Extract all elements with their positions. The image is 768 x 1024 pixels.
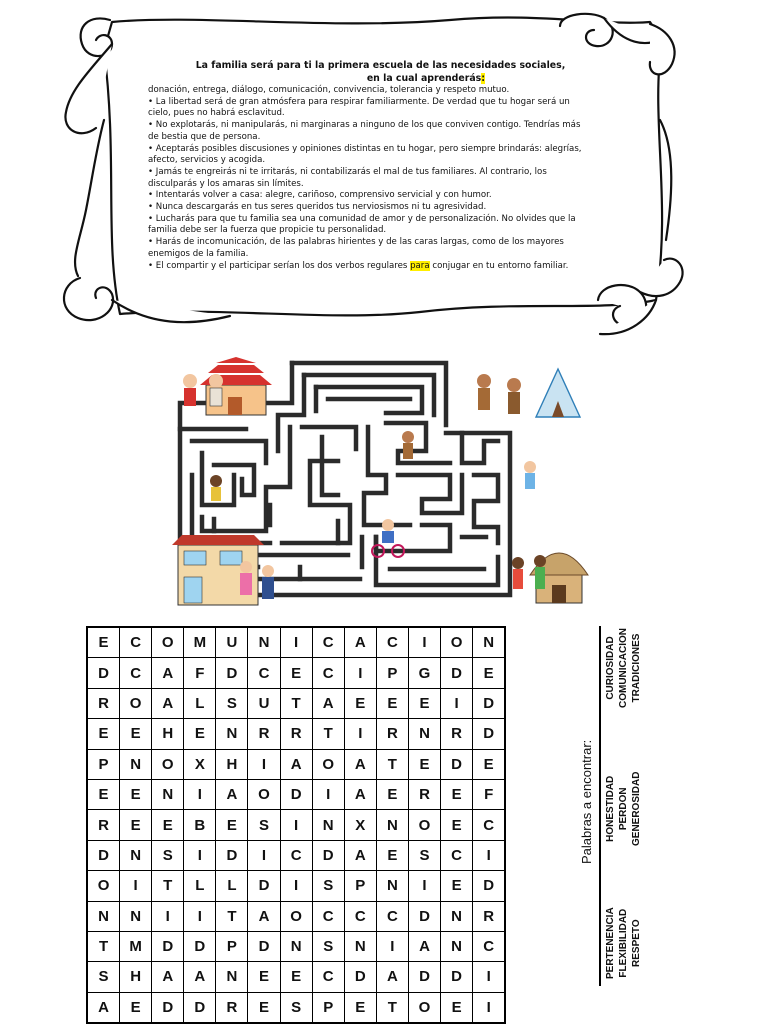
scroll-paragraph: • Lucharás para que tu familia sea una comunidad de amor y de personalización. No olvides que la familia debe ser la fuerza que propicie tu personalidad.	[148, 213, 576, 236]
grid-cell[interactable]: H	[216, 749, 248, 779]
grid-row	[87, 992, 505, 1023]
grid-cell[interactable]: C	[248, 658, 280, 688]
kid-figure	[210, 475, 222, 501]
grid-row	[87, 719, 505, 749]
grid-cell[interactable]: L	[184, 688, 216, 718]
grid-cell[interactable]: E	[441, 992, 473, 1023]
grid-cell[interactable]: S	[216, 688, 248, 718]
grid-cell[interactable]: C	[376, 627, 408, 658]
grid-cell[interactable]: E	[280, 962, 312, 992]
grid-cell[interactable]: D	[216, 840, 248, 870]
grid-cell[interactable]: P	[344, 871, 376, 901]
grid-cell[interactable]: E	[344, 992, 376, 1023]
kid-figure	[524, 461, 536, 489]
grid-cell[interactable]: N	[280, 931, 312, 961]
kid-figure	[507, 378, 521, 414]
grid-cell[interactable]: D	[248, 871, 280, 901]
grid-cell[interactable]: M	[184, 627, 216, 658]
grid-cell[interactable]: D	[473, 688, 506, 718]
grid-cell[interactable]: A	[344, 840, 376, 870]
grid-cell[interactable]: S	[312, 871, 344, 901]
scroll-paragraph: • Aceptarás posibles discusiones y opiniones distintas en tu hogar, pero siempre brindarás: alegrías, afecto, servicios y acogida.	[148, 143, 582, 166]
grid-cell[interactable]: C	[120, 658, 152, 688]
grid-cell[interactable]: R	[280, 719, 312, 749]
grid-cell[interactable]: O	[152, 627, 184, 658]
grid-cell[interactable]: I	[248, 840, 280, 870]
grid-cell[interactable]: I	[473, 992, 506, 1023]
scroll-title-line1: La familia será para ti la primera escuela de las necesidades sociales,	[195, 60, 566, 71]
grid-cell[interactable]: C	[280, 840, 312, 870]
grid-cell[interactable]: E	[248, 992, 280, 1023]
grid-cell[interactable]: D	[408, 901, 440, 931]
grid-cell[interactable]: E	[408, 749, 440, 779]
family-figure	[240, 561, 252, 595]
grid-cell[interactable]: O	[87, 871, 120, 901]
scroll-paragraph-last: • El compartir y el participar serían los dos verbos regulares para conjugar en tu entorno familiar.	[148, 260, 569, 271]
grid-row	[87, 658, 505, 688]
grid-cell[interactable]: R	[376, 719, 408, 749]
grid-cell[interactable]: C	[312, 901, 344, 931]
highlighted-colon: :	[481, 72, 485, 84]
word-list-column	[604, 907, 643, 979]
grid-cell[interactable]: I	[280, 810, 312, 840]
grid-cell[interactable]: I	[120, 871, 152, 901]
grid-cell[interactable]: E	[473, 749, 506, 779]
grid-cell[interactable]: D	[184, 931, 216, 961]
grid-cell[interactable]: S	[280, 992, 312, 1023]
grid-cell[interactable]: D	[441, 962, 473, 992]
grid-cell[interactable]: C	[312, 658, 344, 688]
grid-cell[interactable]: L	[216, 871, 248, 901]
grid-cell[interactable]: T	[280, 688, 312, 718]
grid-cell[interactable]: N	[441, 931, 473, 961]
grid-cell[interactable]: C	[473, 931, 506, 961]
grid-cell[interactable]: D	[87, 840, 120, 870]
grid-cell[interactable]: E	[376, 840, 408, 870]
grid-row	[87, 749, 505, 779]
grid-cell[interactable]: T	[216, 901, 248, 931]
grid-cell[interactable]: F	[473, 779, 506, 809]
grid-cell[interactable]: G	[408, 658, 440, 688]
grid-cell[interactable]: T	[87, 931, 120, 961]
grid-cell[interactable]: D	[441, 749, 473, 779]
word-list-heading: Palabras a encontrar:	[579, 739, 594, 864]
grid-cell[interactable]: I	[441, 688, 473, 718]
kid-figure	[477, 374, 491, 410]
grid-cell[interactable]: I	[184, 840, 216, 870]
grid-cell[interactable]: T	[376, 992, 408, 1023]
grid-cell[interactable]: X	[344, 810, 376, 840]
grid-cell[interactable]: S	[408, 840, 440, 870]
grid-cell[interactable]: I	[408, 627, 440, 658]
scroll-paragraph: • Jamás te engreirás ni te irritarás, ni contabilizarás el mal de tus familiares. Al contrario, los disculparás y los amaras sin límites.	[148, 166, 547, 189]
grid-cell[interactable]: A	[312, 688, 344, 718]
scroll-paragraph: • No explotarás, ni manipularás, ni marginaras a ninguno de los que conviven contigo. Tendrías más de bestia que de persona.	[148, 120, 581, 142]
grid-cell[interactable]: E	[280, 658, 312, 688]
grid-cell[interactable]: P	[87, 749, 120, 779]
grid-cell[interactable]: T	[152, 871, 184, 901]
grid-cell[interactable]: I	[473, 962, 506, 992]
grid-cell[interactable]: D	[408, 962, 440, 992]
grid-cell[interactable]: E	[376, 688, 408, 718]
word-search-grid[interactable]	[86, 626, 506, 1024]
grid-cell[interactable]: E	[152, 810, 184, 840]
grid-row	[87, 840, 505, 870]
grid-cell[interactable]: E	[248, 962, 280, 992]
grid-cell[interactable]: A	[280, 749, 312, 779]
grid-cell[interactable]: N	[87, 901, 120, 931]
word-item: FLEXIBILIDAD	[618, 908, 629, 978]
grid-cell[interactable]: A	[344, 627, 376, 658]
grid-cell[interactable]: E	[184, 719, 216, 749]
grid-cell[interactable]: C	[473, 810, 506, 840]
scroll-title-line2: en la cual aprenderás:	[366, 72, 485, 84]
grid-cell[interactable]: A	[376, 962, 408, 992]
word-item: PERTENENCIA	[605, 907, 616, 979]
grid-cell[interactable]: M	[120, 931, 152, 961]
grid-cell[interactable]: P	[216, 931, 248, 961]
grid-cell[interactable]: A	[344, 749, 376, 779]
grid-cell[interactable]: E	[87, 779, 120, 809]
grid-cell[interactable]: E	[120, 810, 152, 840]
grid-cell[interactable]: S	[152, 840, 184, 870]
grid-cell[interactable]: R	[473, 901, 506, 931]
scroll-text	[148, 60, 593, 272]
word-item: HONESTIDAD	[605, 775, 616, 842]
grid-cell[interactable]: I	[280, 871, 312, 901]
grid-row	[87, 871, 505, 901]
grid-cell[interactable]: N	[152, 779, 184, 809]
grid-cell[interactable]: I	[184, 779, 216, 809]
grid-cell[interactable]: E	[441, 871, 473, 901]
grid-row	[87, 901, 505, 931]
grid-cell[interactable]: E	[120, 719, 152, 749]
grid-cell[interactable]: D	[152, 931, 184, 961]
grid-row	[87, 688, 505, 718]
grid-cell[interactable]: R	[408, 779, 440, 809]
grid-cell[interactable]: R	[441, 719, 473, 749]
grid-cell[interactable]: I	[344, 658, 376, 688]
grid-cell[interactable]: N	[248, 627, 280, 658]
grid-cell[interactable]: I	[376, 931, 408, 961]
grid-cell[interactable]: C	[312, 962, 344, 992]
grid-cell[interactable]: I	[248, 749, 280, 779]
grid-cell[interactable]: L	[184, 871, 216, 901]
grid-cell[interactable]: S	[87, 962, 120, 992]
kid-figure	[183, 374, 197, 406]
word-list-divider	[599, 626, 601, 986]
grid-cell[interactable]: R	[87, 688, 120, 718]
grid-cell[interactable]: O	[408, 810, 440, 840]
scroll-paragraph: • Nunca descargarás en tus seres queridos tus nerviosismos ni tu agresividad.	[148, 202, 487, 213]
grid-cell[interactable]: C	[120, 627, 152, 658]
grid-cell[interactable]: E	[408, 688, 440, 718]
grid-cell[interactable]: O	[280, 901, 312, 931]
grid-cell[interactable]: I	[152, 901, 184, 931]
grid-cell[interactable]: C	[312, 627, 344, 658]
grid-cell[interactable]: N	[120, 901, 152, 931]
grid-cell[interactable]: A	[87, 992, 120, 1023]
word-item: TRADICIONES	[631, 633, 642, 703]
grid-cell[interactable]: A	[216, 779, 248, 809]
grid-cell[interactable]: E	[216, 810, 248, 840]
grid-cell[interactable]: A	[408, 931, 440, 961]
grid-cell[interactable]: U	[216, 627, 248, 658]
grid-cell[interactable]: T	[376, 749, 408, 779]
grid-cell[interactable]: N	[376, 810, 408, 840]
grid-cell[interactable]: N	[441, 901, 473, 931]
grid-cell[interactable]: N	[216, 962, 248, 992]
grid-cell[interactable]: R	[87, 810, 120, 840]
grid-cell[interactable]: I	[184, 901, 216, 931]
grid-row	[87, 931, 505, 961]
grid-cell[interactable]: O	[248, 779, 280, 809]
grid-cell[interactable]: E	[473, 658, 506, 688]
grid-cell[interactable]: D	[441, 658, 473, 688]
grid-cell[interactable]: N	[312, 810, 344, 840]
grid-cell[interactable]: E	[87, 627, 120, 658]
grid-cell[interactable]: N	[473, 627, 506, 658]
word-item: CURIOSIDAD	[605, 636, 616, 700]
grid-cell[interactable]: N	[408, 719, 440, 749]
grid-cell[interactable]: O	[120, 688, 152, 718]
grid-cell[interactable]: I	[312, 779, 344, 809]
grid-cell[interactable]: D	[280, 779, 312, 809]
grid-cell[interactable]: A	[248, 901, 280, 931]
grid-cell[interactable]: I	[473, 840, 506, 870]
grid-cell[interactable]: E	[441, 779, 473, 809]
grid-row	[87, 810, 505, 840]
kid-figure	[512, 557, 524, 589]
grid-cell[interactable]: H	[152, 719, 184, 749]
grid-cell[interactable]: S	[312, 931, 344, 961]
grid-cell[interactable]: F	[184, 658, 216, 688]
kid-figure	[209, 374, 223, 406]
word-item: GENEROSIDAD	[631, 771, 642, 846]
grid-row	[87, 962, 505, 992]
grid-cell[interactable]: O	[408, 992, 440, 1023]
highlighted-word: para	[410, 260, 430, 271]
grid-cell[interactable]: D	[152, 992, 184, 1023]
grid-cell[interactable]: N	[120, 749, 152, 779]
word-item: PERDON	[618, 787, 629, 831]
grid-cell[interactable]: O	[312, 749, 344, 779]
grid-cell[interactable]: D	[473, 871, 506, 901]
grid-cell[interactable]: U	[248, 688, 280, 718]
grid-cell[interactable]: E	[120, 992, 152, 1023]
grid-cell[interactable]: H	[120, 962, 152, 992]
grid-cell[interactable]: D	[184, 992, 216, 1023]
grid-cell[interactable]: A	[152, 658, 184, 688]
kid-figure	[534, 555, 546, 589]
grid-cell[interactable]: D	[312, 840, 344, 870]
word-list-column	[604, 772, 643, 846]
grid-cell[interactable]: A	[184, 962, 216, 992]
grid-cell[interactable]: D	[473, 719, 506, 749]
grid-cell[interactable]: A	[152, 688, 184, 718]
grid-cell[interactable]: B	[184, 810, 216, 840]
maze-puzzle[interactable]	[150, 355, 590, 613]
scroll-paragraph: • La libertad será de gran atmósfera para respirar familiarmente. De verdad que tu hogar será un cielo, pues no habrá esclavitud.	[148, 96, 570, 119]
grid-row	[87, 779, 505, 809]
family-figure	[262, 565, 274, 599]
grid-cell[interactable]: D	[216, 658, 248, 688]
grid-cell[interactable]: E	[87, 719, 120, 749]
grid-cell[interactable]: C	[344, 901, 376, 931]
grid-cell[interactable]: N	[376, 871, 408, 901]
grid-cell[interactable]: R	[248, 719, 280, 749]
grid-cell[interactable]: I	[280, 627, 312, 658]
grid-cell[interactable]: E	[376, 779, 408, 809]
word-list-column	[604, 628, 643, 708]
grid-cell[interactable]: N	[120, 840, 152, 870]
scroll-paragraph: • Harás de incomunicación, de las palabras hirientes y de las caras largas, como de los mayores enemigos de la familia.	[148, 237, 564, 259]
kid-figure	[402, 431, 414, 459]
grid-cell[interactable]: X	[184, 749, 216, 779]
word-item: RESPETO	[631, 919, 642, 967]
grid-cell[interactable]: D	[248, 931, 280, 961]
grid-cell[interactable]: P	[312, 992, 344, 1023]
teepee-illustration	[536, 369, 580, 417]
grid-cell[interactable]: P	[376, 658, 408, 688]
grid-cell[interactable]: E	[441, 810, 473, 840]
grid-row	[87, 627, 505, 658]
grid-cell[interactable]: D	[344, 962, 376, 992]
grid-cell[interactable]: I	[408, 871, 440, 901]
grid-cell[interactable]: E	[120, 779, 152, 809]
grid-cell[interactable]: C	[441, 840, 473, 870]
grid-cell[interactable]: S	[248, 810, 280, 840]
grid-cell[interactable]: A	[344, 779, 376, 809]
grid-cell[interactable]: C	[376, 901, 408, 931]
grid-cell[interactable]: E	[344, 688, 376, 718]
grid-cell[interactable]: I	[344, 719, 376, 749]
word-item: COMUNICACION	[618, 628, 629, 708]
grid-cell[interactable]: O	[441, 627, 473, 658]
scroll-paragraph: donación, entrega, diálogo, comunicación, convivencia, tolerancia y respeto mutuo.	[148, 85, 510, 95]
grid-cell[interactable]: N	[216, 719, 248, 749]
scroll-paragraph: • Intentarás volver a casa: alegre, cariñoso, comprensivo servicial y con humor.	[148, 190, 492, 201]
grid-cell[interactable]: D	[87, 658, 120, 688]
grid-cell[interactable]: O	[152, 749, 184, 779]
grid-cell[interactable]: A	[152, 962, 184, 992]
grid-cell[interactable]: N	[344, 931, 376, 961]
grid-cell[interactable]: T	[312, 719, 344, 749]
grid-cell[interactable]: R	[216, 992, 248, 1023]
